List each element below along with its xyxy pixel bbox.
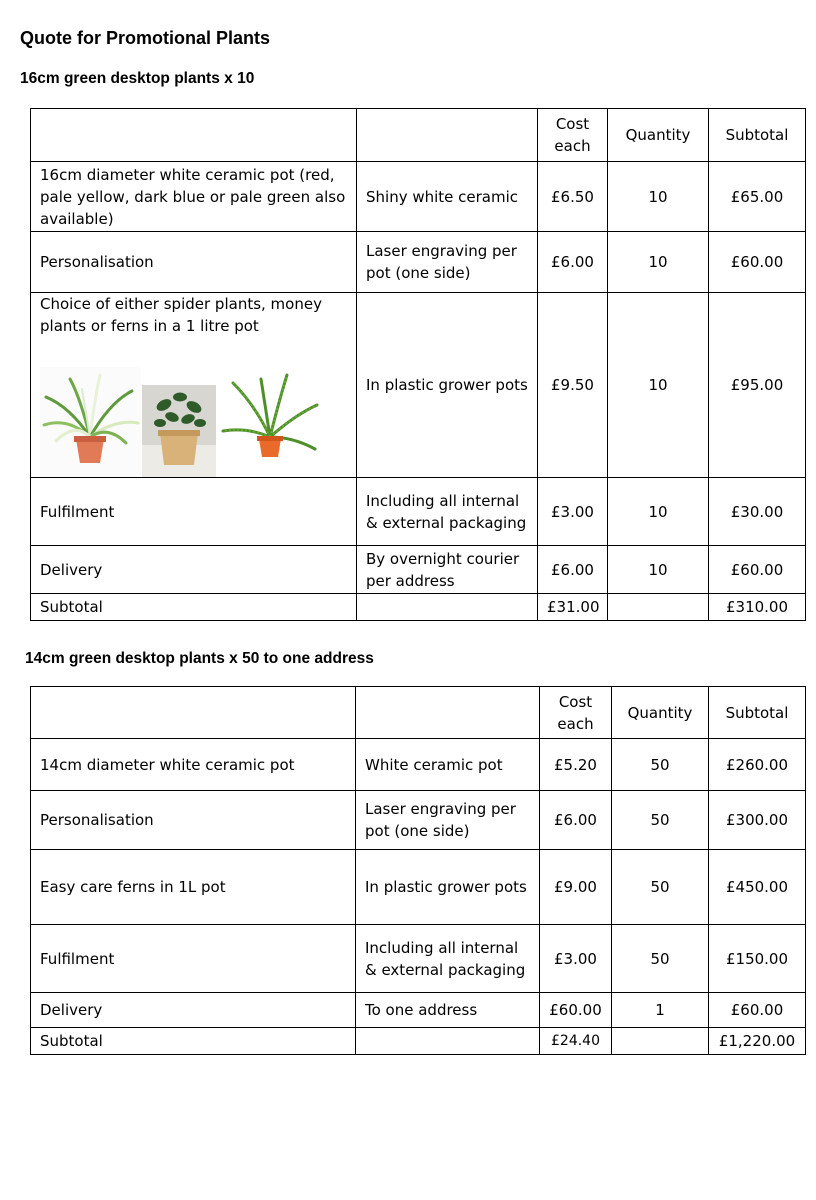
cost-cell: £9.00 <box>540 850 612 925</box>
item-cell-with-images <box>31 293 357 478</box>
quote1-heading: 16cm green desktop plants x 10 <box>20 70 255 87</box>
cost-cell: £3.00 <box>540 925 612 993</box>
qty-cell: 10 <box>608 546 709 594</box>
subtotal-cell: £300.00 <box>709 791 806 850</box>
cost-cell: £5.20 <box>540 739 612 791</box>
table-total-row <box>31 1028 806 1055</box>
header-cell-empty <box>356 687 540 739</box>
table-row <box>31 478 806 546</box>
quote2-heading: 14cm green desktop plants x 50 to one address <box>25 650 374 667</box>
detail-cell: In plastic grower pots <box>356 850 540 925</box>
item-cell: Easy care ferns in 1L pot <box>31 850 356 925</box>
money-plant-image <box>142 385 216 477</box>
subtotal-cell: £30.00 <box>709 478 806 546</box>
table-header-row <box>31 109 806 162</box>
header-cell-empty <box>31 109 357 162</box>
cost-cell: £6.00 <box>540 791 612 850</box>
cost-cell: £6.00 <box>538 546 608 594</box>
subtotal-cell: £450.00 <box>709 850 806 925</box>
qty-cell: 50 <box>612 791 709 850</box>
subtotal-cell: £260.00 <box>709 739 806 791</box>
detail-cell: Laser engraving per pot (one side) <box>356 791 540 850</box>
header-cost-each: Cost each <box>540 687 612 739</box>
table-header-row <box>31 687 806 739</box>
item-cell: Delivery <box>31 993 356 1028</box>
item-cell: 16cm diameter white ceramic pot (red, pale yellow, dark blue or pale green also available) <box>31 162 357 232</box>
cost-cell: £9.50 <box>538 293 608 478</box>
table-row <box>31 739 806 791</box>
total-label-cell: Subtotal <box>31 594 357 621</box>
total-empty-cell <box>357 594 538 621</box>
total-label-cell: Subtotal <box>31 1028 356 1055</box>
item-cell: Fulfilment <box>31 925 356 993</box>
table-row <box>31 993 806 1028</box>
qty-cell: 50 <box>612 850 709 925</box>
item-cell: Personalisation <box>31 232 357 293</box>
item-cell: 14cm diameter white ceramic pot <box>31 739 356 791</box>
cost-cell: £60.00 <box>540 993 612 1028</box>
header-cell-empty <box>357 109 538 162</box>
header-cost-each: Cost each <box>538 109 608 162</box>
detail-cell: Laser engraving per pot (one side) <box>357 232 538 293</box>
table-row <box>31 791 806 850</box>
cost-cell: £6.50 <box>538 162 608 232</box>
header-subtotal: Subtotal <box>709 109 806 162</box>
item-cell: Personalisation <box>31 791 356 850</box>
qty-cell: 10 <box>608 232 709 293</box>
table-row <box>31 162 806 232</box>
cost-cell: £6.00 <box>538 232 608 293</box>
detail-cell: To one address <box>356 993 540 1028</box>
quote2-table <box>30 686 806 1055</box>
fern-image <box>217 365 323 477</box>
table-row <box>31 546 806 594</box>
item-cell: Delivery <box>31 546 357 594</box>
qty-cell: 50 <box>612 925 709 993</box>
subtotal-cell: £95.00 <box>709 293 806 478</box>
qty-cell: 10 <box>608 293 709 478</box>
detail-cell: White ceramic pot <box>356 739 540 791</box>
table-total-row <box>31 594 806 621</box>
total-subtotal-cell: £1,220.00 <box>709 1028 806 1055</box>
total-cost-cell: £24.40 <box>540 1028 612 1055</box>
subtotal-cell: £60.00 <box>709 232 806 293</box>
header-quantity: Quantity <box>608 109 709 162</box>
header-subtotal: Subtotal <box>709 687 806 739</box>
header-cell-empty <box>31 687 356 739</box>
header-quantity: Quantity <box>612 687 709 739</box>
table-row <box>31 293 806 478</box>
total-subtotal-cell: £310.00 <box>709 594 806 621</box>
table-row <box>31 925 806 993</box>
qty-cell: 10 <box>608 478 709 546</box>
qty-cell: 50 <box>612 739 709 791</box>
subtotal-cell: £60.00 <box>709 993 806 1028</box>
detail-cell: Including all internal & external packaging <box>357 478 538 546</box>
total-cost-cell: £31.00 <box>538 594 608 621</box>
detail-cell: Shiny white ceramic <box>357 162 538 232</box>
detail-cell: In plastic grower pots <box>357 293 538 478</box>
item-cell: Fulfilment <box>31 478 357 546</box>
table-row <box>31 850 806 925</box>
spider-plant-image <box>40 367 141 477</box>
detail-cell: Including all internal & external packaging <box>356 925 540 993</box>
page-title: Quote for Promotional Plants <box>20 28 271 48</box>
total-empty-cell <box>608 594 709 621</box>
subtotal-cell: £65.00 <box>709 162 806 232</box>
cost-cell: £3.00 <box>538 478 608 546</box>
detail-cell: By overnight courier per address <box>357 546 538 594</box>
table-row <box>31 232 806 293</box>
qty-cell: 1 <box>612 993 709 1028</box>
qty-cell: 10 <box>608 162 709 232</box>
subtotal-cell: £60.00 <box>709 546 806 594</box>
quote1-table <box>30 108 806 621</box>
subtotal-cell: £150.00 <box>709 925 806 993</box>
total-empty-cell <box>356 1028 540 1055</box>
item-cell-text: Choice of either spider plants, money plants or ferns in a 1 litre pot <box>40 295 322 335</box>
total-empty-cell <box>612 1028 709 1055</box>
plant-images <box>40 367 347 477</box>
